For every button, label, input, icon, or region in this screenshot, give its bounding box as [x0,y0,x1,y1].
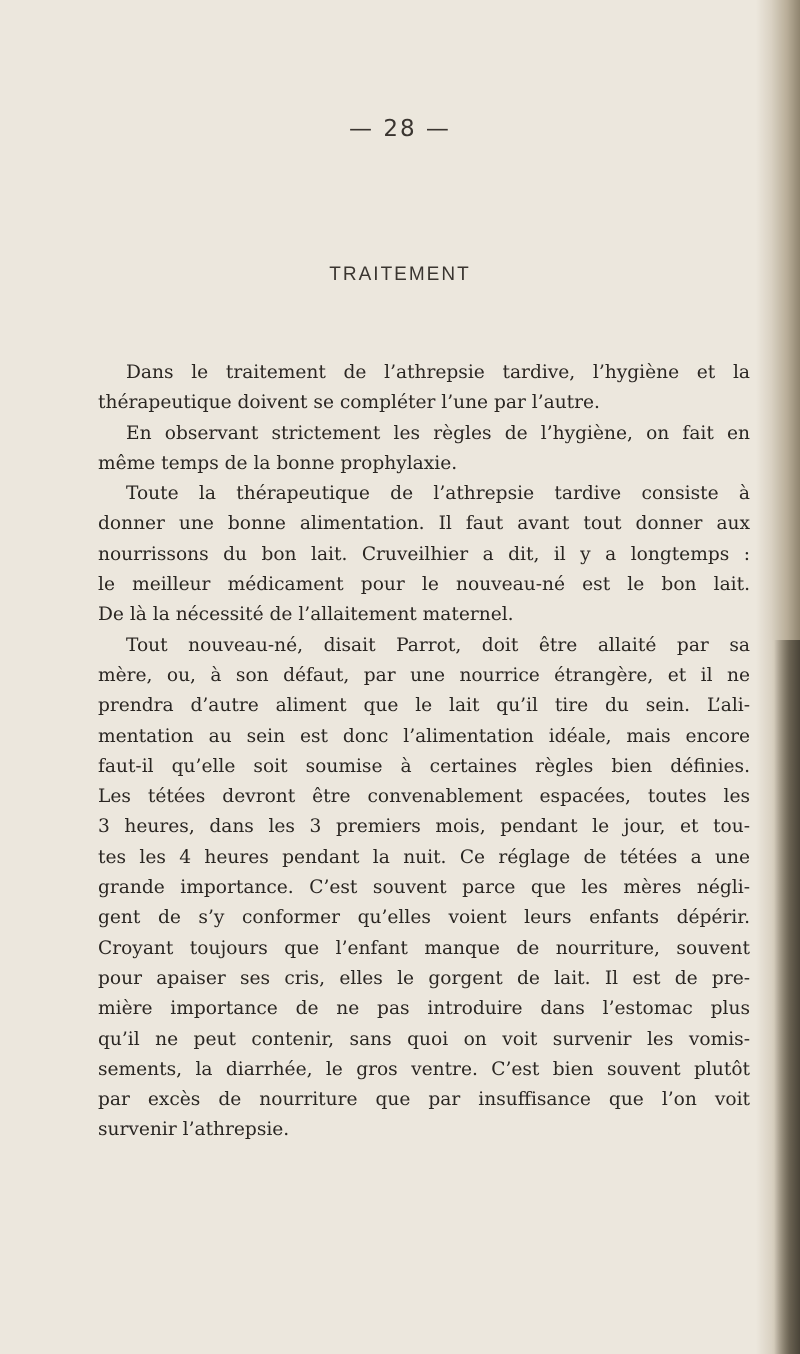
section-heading: TRAITEMENT [329,264,471,285]
text-line: Les tétées devront être convenablement espacées, toutes les [98,786,750,808]
text-line: prendra d’autre aliment que le lait qu’il tire du sein. L’ali- [98,695,750,717]
text-line: thérapeutique doivent se compléter l’une par l’autre. [98,392,600,414]
text-line: gent de s’y conformer qu’elles voient leurs enfants dépérir. [98,907,750,929]
text-line: sements, la diarrhée, le gros ventre. C’est bien souvent plutôt [98,1058,750,1080]
text-line: En observant strictement les règles de l’hygiène, on fait en [126,422,750,444]
text-line: Toute la thérapeutique de l’athrepsie tardive consiste à [126,483,750,505]
text-line: mère, ou, à son défaut, par une nourrice étrangère, et il ne [98,664,750,686]
text-line: nourrissons du bon lait. Cruveilhier a dit, il y a longtemps : [98,543,750,565]
page-edge-dark-shadow [774,640,800,1354]
text-line: Croyant toujours que l’enfant manque de nourriture, souvent [98,937,750,959]
text-line: même temps de la bonne prophylaxie. [98,452,458,474]
text-line: De là la nécessité de l’allaitement maternel. [98,604,514,626]
text-line: grande importance. C’est souvent parce que les mères négli- [98,877,750,899]
text-line: Tout nouveau-né, disait Parrot, doit être allaité par sa [126,634,750,656]
text-line: le meilleur médicament pour le nouveau-né est le bon lait. [98,574,750,596]
text-line: qu’il ne peut contenir, sans quoi on voit survenir les vomis- [98,1028,750,1050]
text-line: tes les 4 heures pendant la nuit. Ce réglage de tétées a une [98,846,750,868]
page-number: — 28 — [349,116,451,142]
text-line: survenir l’athrepsie. [98,1119,290,1141]
body-text [98,358,750,1146]
text-line: 3 heures, dans les 3 premiers mois, pendant le jour, et tou- [98,816,750,838]
text-line: mière importance de ne pas introduire dans l’estomac plus [98,998,750,1020]
text-line: faut-il qu’elle soit soumise à certaines règles bien définies. [98,755,750,777]
text-line: Dans le traitement de l’athrepsie tardive, l’hygiène et la [126,362,750,383]
text-line: pour apaiser ses cris, elles le gorgent de lait. Il est de pre- [98,967,750,989]
text-line: donner une bonne alimentation. Il faut avant tout donner aux [98,513,750,535]
text-line: mentation au sein est donc l’alimentation idéale, mais encore [98,725,750,747]
text-line: par excès de nourriture que par insuffisance que l’on voit [98,1089,750,1111]
